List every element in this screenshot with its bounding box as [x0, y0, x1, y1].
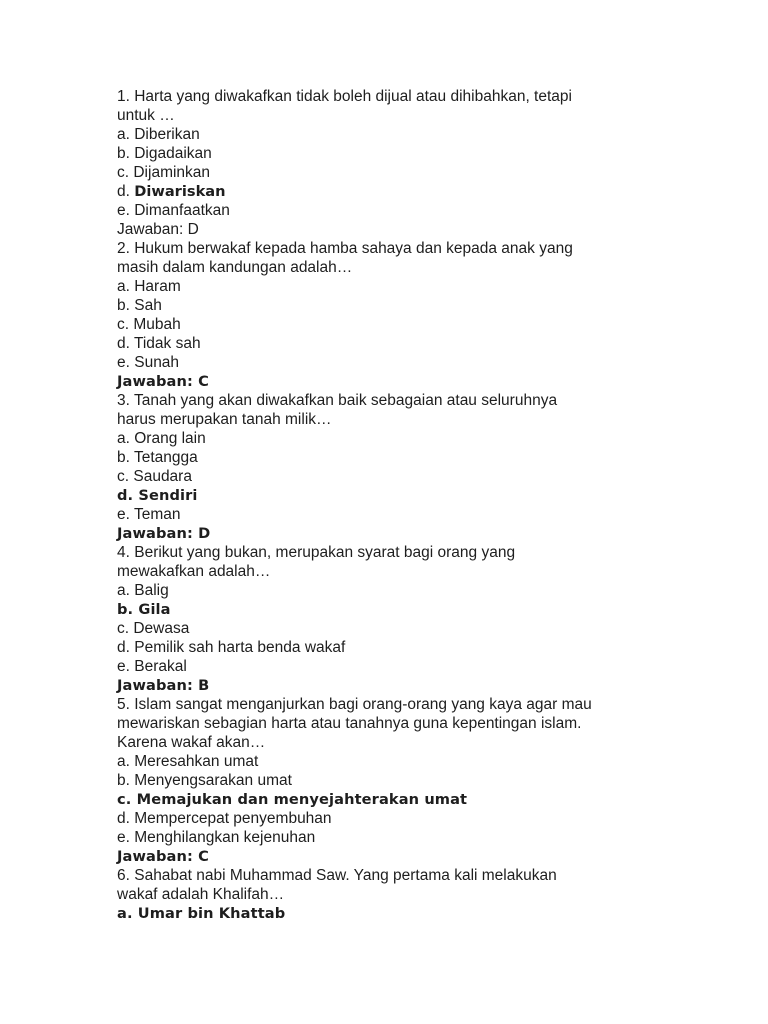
- answer-option: b. Menyengsarakan umat: [117, 772, 292, 789]
- question-block: [117, 239, 657, 391]
- answer-option: b. Tetangga: [117, 449, 198, 466]
- answer-key: Jawaban: C: [117, 848, 209, 865]
- answer-option: c. Dijaminkan: [117, 164, 211, 181]
- answer-option: e. Dimanfaatkan: [117, 202, 230, 219]
- question-text: 2. Hukum berwakaf kepada hamba sahaya dan kepada anak yang: [117, 240, 573, 257]
- answer-key: Jawaban: C: [117, 373, 209, 390]
- answer-option: a. Meresahkan umat: [117, 753, 259, 770]
- question-text: 1. Harta yang diwakafkan tidak boleh dijual atau dihibahkan, tetapi: [117, 88, 572, 105]
- answer-key: Jawaban: D: [117, 221, 199, 238]
- answer-option: e. Teman: [117, 506, 181, 523]
- question-text: 3. Tanah yang akan diwakafkan baik sebagaian atau seluruhnya: [117, 392, 558, 409]
- answer-option: a. Diberikan: [117, 126, 200, 143]
- answer-option: b. Gila: [117, 601, 171, 618]
- question-text: wakaf adalah Khalifah…: [117, 886, 285, 903]
- question-block: [117, 543, 657, 695]
- answer-option: e. Sunah: [117, 354, 180, 371]
- question-text: 5. Islam sangat menganjurkan bagi orang-orang yang kaya agar mau: [117, 696, 592, 713]
- answer-option: a. Orang lain: [117, 430, 206, 447]
- question-block: [117, 87, 657, 239]
- answer-key: Jawaban: B: [117, 677, 210, 694]
- quiz-document: [117, 87, 657, 923]
- question-block: [117, 866, 657, 923]
- answer-option: d. Mempercepat penyembuhan: [117, 810, 332, 827]
- answer-option: a. Haram: [117, 278, 181, 295]
- answer-option: c. Dewasa: [117, 620, 190, 637]
- answer-option: d. Tidak sah: [117, 335, 201, 352]
- question-text: mewakafkan adalah…: [117, 563, 271, 580]
- question-text: masih dalam kandungan adalah…: [117, 259, 353, 276]
- answer-option: e. Berakal: [117, 658, 187, 675]
- answer-option: c. Memajukan dan menyejahterakan umat: [117, 791, 468, 808]
- question-text: untuk …: [117, 107, 175, 124]
- question-block: [117, 391, 657, 543]
- option-letter: d.: [117, 183, 135, 200]
- question-text: Karena wakaf akan…: [117, 734, 266, 751]
- answer-key: Jawaban: D: [117, 525, 211, 542]
- answer-option: b. Digadaikan: [117, 145, 212, 162]
- question-text: 6. Sahabat nabi Muhammad Saw. Yang pertama kali melakukan: [117, 867, 557, 884]
- answer-option: c. Saudara: [117, 468, 192, 485]
- answer-option: c. Mubah: [117, 316, 181, 333]
- answer-option: a. Balig: [117, 582, 169, 599]
- answer-option: e. Menghilangkan kejenuhan: [117, 829, 316, 846]
- question-text: 4. Berikut yang bukan, merupakan syarat bagi orang yang: [117, 544, 516, 561]
- answer-option: [117, 182, 657, 201]
- question-text: mewariskan sebagian harta atau tanahnya guna kepentingan islam.: [117, 715, 582, 732]
- answer-option: d. Sendiri: [117, 487, 198, 504]
- answer-option: a. Umar bin Khattab: [117, 905, 286, 922]
- option-text: Diwariskan: [134, 183, 226, 200]
- answer-option: b. Sah: [117, 297, 162, 314]
- question-block: [117, 695, 657, 866]
- question-text: harus merupakan tanah milik…: [117, 411, 332, 428]
- answer-option: d. Pemilik sah harta benda wakaf: [117, 639, 346, 656]
